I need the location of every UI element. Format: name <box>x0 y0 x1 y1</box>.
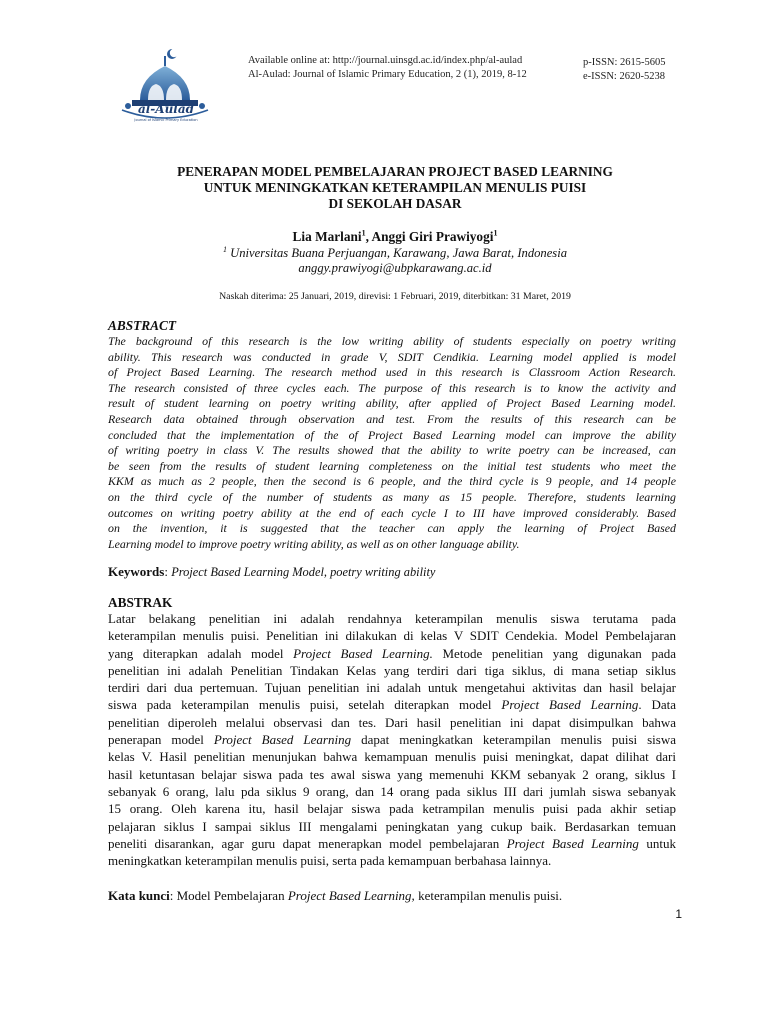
e-issn: e-ISSN: 2620-5238 <box>583 71 665 82</box>
kata-kunci-rest: keterampilan menulis puisi. <box>414 888 563 903</box>
abstrak-line <box>108 818 676 835</box>
keywords-en <box>108 564 676 580</box>
abstrak-text: siswa pada keterampilan menulis puisi, setelah diterapkan model <box>108 697 502 713</box>
abstract-en-body <box>108 334 676 552</box>
abstrak-text: untuk <box>638 835 676 851</box>
abstrak-line <box>108 748 676 765</box>
abstrak-text: . Data <box>638 697 676 713</box>
abstrak-line <box>108 800 676 817</box>
abstrak-line <box>108 662 676 679</box>
author-email: anggy.prawiyogi@ubpkarawang.ac.id <box>298 261 492 275</box>
abstrak-text: keterampilan menulis puisi. Penelitian ini dilakukan di kelas V SDIT Cendekia. Model Pembelajaran <box>108 628 676 644</box>
abstract-line: result of student learning on poetry writing ability, after applied of Project Based Learning model. <box>108 396 676 411</box>
title-line: PENERAPAN MODEL PEMBELAJARAN PROJECT BASED LEARNING <box>177 164 613 179</box>
abstrak-line <box>108 783 676 800</box>
abstrak-text: sebanyak 6 orang, lalu pda siklus 9 orang, dan 14 orang pada siklus III dari jumlah siswa sebanyak <box>108 783 676 799</box>
abstrak-heading: ABSTRAK <box>108 595 173 610</box>
abstrak-italic-term: Project Based Learning. <box>293 645 433 661</box>
abstrak-text: meningkatkan keterampilan menulis puisi, serta pada kemampuan berbahasa lainnya. <box>108 853 552 869</box>
author-affil-sup: 1 <box>361 228 366 238</box>
abstract-line: Learning model to improve poetry writing ability, as well as on other language ability. <box>108 536 520 551</box>
abstrak-text: kelas V. Hasil penelitian menunjukan bahwa kemampuan menulis puisi meningkat, dapat dilihat dari <box>108 749 676 765</box>
abstrak-line <box>108 852 676 869</box>
abstrak-text: hasil ketuntasan belajar siswa pada tes awal siswa yang memenuhi KKM sebanyak 2 orang, siklus I <box>108 766 676 782</box>
abstrak-line <box>108 610 676 627</box>
affiliation-institution: Universitas Buana Perjuangan, Karawang, Jawa Barat, Indonesia <box>226 246 568 260</box>
issn-block <box>583 56 693 84</box>
abstrak-text: pelajaran siklus I sampai siklus III mengalami peningkatan yang cukup baik. Berdasarkan temuan <box>108 818 676 834</box>
abstract-line: KKM as much as 2 people, then the second is 6 people, and the third cycle is 9 people, and 14 people <box>108 474 676 489</box>
keywords-id <box>108 888 676 904</box>
abstract-line: be seen from the results of student learning completeness on the initial test students who meet the <box>108 458 676 473</box>
abstrak-line <box>108 766 676 783</box>
abstract-line: concluded that the implementation of the of Project Based Learning model can improve the ability <box>108 427 676 442</box>
abstrak-text: peneliti disarankan, agar guru dapat menerapkan model pembelajaran <box>108 835 507 851</box>
abstrak-line <box>108 627 676 644</box>
author-affil-sup: 1 <box>493 228 498 238</box>
journal-citation-line: Al-Aulad: Journal of Islamic Primary Education, 2 (1), 2019, 8-12 <box>248 69 527 80</box>
journal-info <box>248 54 568 82</box>
authors <box>100 229 690 245</box>
keywords-label: Keywords <box>108 564 165 579</box>
abstrak-line <box>108 696 676 713</box>
title-line: DI SEKOLAH DASAR <box>328 196 462 211</box>
abstrak-italic-term: Project Based Learning <box>213 732 352 748</box>
abstrak-text: dapat meningkatkan keterampilan menulis puisi siswa <box>351 732 676 748</box>
logo-wordmark: al-Aulad <box>137 102 195 116</box>
paper-title <box>100 164 690 212</box>
abstract-line: The research consisted of three cycles each. The purpose of this research is to know the activity and <box>108 380 676 395</box>
abstrak-italic-term: Project Based Learning <box>506 835 639 851</box>
abstract-line: on the third cycle of the number of students as many as 15 people. Therefore, students learning <box>108 489 676 504</box>
abstrak-text: 15 orang. Oleh karena itu, hasil belajar siswa pada ketrampilan menulis puisi pada akhir setiap <box>108 801 676 817</box>
abstrak-text: penerapan model <box>108 732 214 748</box>
journal-logo <box>118 44 212 132</box>
logo-tagline: Journal of Islamic Primary Education <box>134 118 198 122</box>
abstrak-text: yang diterapkan adalah model <box>108 645 294 661</box>
author-name: Lia Marlani <box>292 229 362 244</box>
abstract-line: on the invention, it is suggested that the teacher can apply the learning of Project Based <box>108 521 676 536</box>
abstrak-line <box>108 679 676 696</box>
kata-kunci-label: Kata kunci <box>108 888 170 903</box>
keywords-text: Project Based Learning Model, poetry writing ability <box>171 565 436 579</box>
abstract-line: of Project Based Learning. The research method used in this research is Classroom Action Research. <box>108 365 676 380</box>
keywords-colon: : <box>164 564 172 579</box>
title-line: UNTUK MENINGKATKAN KETERAMPILAN MENULIS PUISI <box>203 180 587 195</box>
abstrak-text: penelitian ini adalah Penelitian Tindakan Kelas yang terdiri dari tiga siklus, di mana setiap siklus <box>108 662 676 678</box>
abstrak-line <box>108 714 676 731</box>
journal-url-line: Available online at: http://journal.uinsgd.ac.id/index.php/al-aulad <box>248 55 523 66</box>
p-issn: p-ISSN: 2615-5605 <box>583 57 666 68</box>
kata-kunci-italic: Project Based Learning, <box>287 888 415 903</box>
author-name: Anggi Giri Prawiyogi <box>371 229 494 244</box>
abstrak-text: Latar belakang penelitian ini adalah rendahnya keterampilan menulis siswa terutama pada <box>108 611 676 626</box>
kata-kunci-colon: : Model Pembelajaran <box>169 888 288 903</box>
abstrak-text: terdiri dari dua pertemuan. Tujuan penelitian ini adalah untuk mengetahui aktivitas dan hasil belajar <box>108 680 676 696</box>
submission-dates: Naskah diterima: 25 Januari, 2019, direvisi: 1 Februari, 2019, diterbitkan: 31 Maret, 2019 <box>219 291 571 302</box>
abstrak-text: Metode penelitian yang digunakan pada <box>432 645 676 661</box>
abstrak-line <box>108 835 676 852</box>
abstract-line: The background of this research is the low writing ability of students especially on poetry writing <box>108 334 676 348</box>
page-number: 1 <box>675 907 682 921</box>
abstrak-line <box>108 645 676 662</box>
affiliation-sup: 1 <box>222 244 227 254</box>
affiliation <box>100 246 690 276</box>
abstract-line: of writing poetry in class V. The results showed that the ability to write poetry can be increased, can <box>108 443 676 458</box>
author-separator: , <box>365 229 372 244</box>
abstract-id-body <box>108 610 676 869</box>
abstract-line: outcomes on writing poetry ability at the end of each cycle I to III have improved considerably. Based <box>108 505 676 520</box>
abstrak-text: penelitian diperoleh melalui observasi dan tes. Dari hasil penelitian ini dapat disimpulkan bahwa <box>108 714 676 730</box>
abstrak-italic-term: Project Based Learning <box>501 697 639 713</box>
abstract-line: ability. This research was conducted in grade V, SDIT Cendikia. Learning model applied is model <box>108 349 676 364</box>
abstrak-line <box>108 731 676 748</box>
abstract-line: Research data obtained through observation and test. From the results of this research can be <box>108 411 676 426</box>
abstract-heading: ABSTRACT <box>108 318 176 333</box>
